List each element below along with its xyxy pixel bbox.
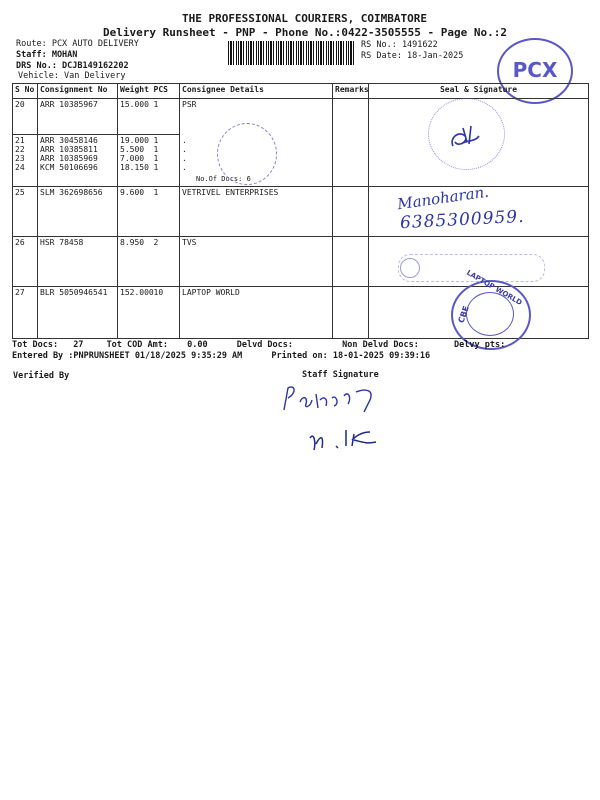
cell-consignee: TVS (180, 237, 333, 287)
cell-remarks (333, 99, 369, 135)
barcode (228, 41, 354, 65)
entered-line (12, 351, 430, 361)
cell-sno: 26 (13, 237, 38, 287)
rs-number: RS No.: 1491622 (361, 40, 438, 50)
rs-date: RS Date: 18-Jan-2025 (361, 51, 464, 61)
cell-consignment: ARR 10385967 (38, 99, 118, 135)
cell-consignment: BLR 5050946541 (38, 287, 118, 339)
cell-pcs: 1 1 1 1 (152, 135, 180, 187)
cell-remarks (333, 237, 369, 287)
cell-consignment: SLM 362698656 (38, 187, 118, 237)
signature-scribble (445, 120, 485, 154)
cell-weight: 9.600 (118, 187, 152, 237)
cell-consignee: PSR (180, 99, 333, 135)
cell-sno: 21 22 23 24 (13, 135, 38, 187)
col-remarks: Remarks (333, 84, 369, 99)
cell-pcs: 1 (152, 99, 180, 135)
totals-line (12, 340, 505, 350)
office-stamp (217, 123, 277, 185)
cell-consignee: . . . . No.Of Docs: 6 (180, 135, 333, 187)
cell-sno: 27 (13, 287, 38, 339)
tot-docs-label: Tot Docs: (12, 340, 59, 350)
staff-signature-2 (306, 422, 386, 456)
cell-remarks (333, 287, 369, 339)
tot-docs-value: 27 (73, 340, 84, 350)
cell-consignment: ARR 30458146 ARR 10385811 ARR 10385969 KCM 50106696 (38, 135, 118, 187)
cell-weight: 19.000 5.500 7.000 18.150 (118, 135, 152, 187)
handwritten-phone: 6385300959. (399, 206, 526, 234)
cell-remarks (333, 135, 369, 187)
col-seal: Seal & Signature (369, 84, 589, 99)
staff-signature-label: Staff Signature (302, 370, 379, 380)
faded-stamp-seal (400, 258, 420, 278)
cell-consignee: VETRIVEL ENTERPRISES (180, 187, 333, 237)
delvd-docs-label: Delvd Docs: (236, 340, 294, 350)
tot-cod-value: 0.00 (187, 340, 208, 350)
staff-label: Staff: MOHAN (16, 50, 78, 60)
verified-by-label: Verified By (13, 371, 70, 381)
col-pcs: PCS (152, 84, 180, 99)
no-of-docs: No.Of Docs: 6 (196, 175, 251, 183)
company-title: THE PROFESSIONAL COURIERS, COIMBATORE (182, 12, 428, 25)
cell-consignment: HSR 78458 (38, 237, 118, 287)
pcx-stamp-text: PCX (512, 58, 558, 82)
cell-pcs: 2 (152, 237, 180, 287)
cell-pcs: 1 (152, 187, 180, 237)
cell-sno: 20 (13, 99, 38, 135)
cell-weight: 152.000 (118, 287, 152, 339)
cell-weight: 15.000 (118, 99, 152, 135)
cell-pcs: 10 (152, 287, 180, 339)
col-consignee: Consignee Details (180, 84, 333, 99)
delvy-pts-label: Delvy pts: (454, 340, 506, 350)
col-sno: S No (13, 84, 38, 99)
drs-number: DRS No.: DCJB149162202 (16, 61, 129, 71)
table-header-row (13, 84, 589, 99)
col-weight: Weight (118, 84, 152, 99)
printed-on: Printed on: 18-01-2025 09:39:16 (271, 351, 431, 361)
tot-cod-label: Tot COD Amt: (106, 340, 168, 350)
non-delvd-docs-label: Non Delvd Docs: (342, 340, 419, 350)
cell-weight: 8.950 (118, 237, 152, 287)
runsheet-title: Delivery Runsheet - PNP - Phone No.:0422-3505555 - Page No.:2 (103, 26, 507, 39)
laptop-world-stamp-text: LAPTOP WORLD (465, 268, 524, 307)
cell-sno: 25 (13, 187, 38, 237)
cell-consignee: LAPTOP WORLD (180, 287, 333, 339)
entered-by: Entered By :PNPRUNSHEET 01/18/2025 9:35:29 AM (12, 351, 243, 361)
route-label: Route: PCX AUTO DELIVERY (16, 39, 139, 49)
vehicle-label: Vehicle: Van Delivery (18, 71, 126, 81)
laptop-world-stamp-cbe: CBE (456, 304, 471, 325)
handwritten-name: Manoharan. (396, 182, 490, 214)
col-consignment: Consignment No (38, 84, 118, 99)
cell-remarks (333, 187, 369, 237)
staff-signature-1 (278, 382, 384, 416)
